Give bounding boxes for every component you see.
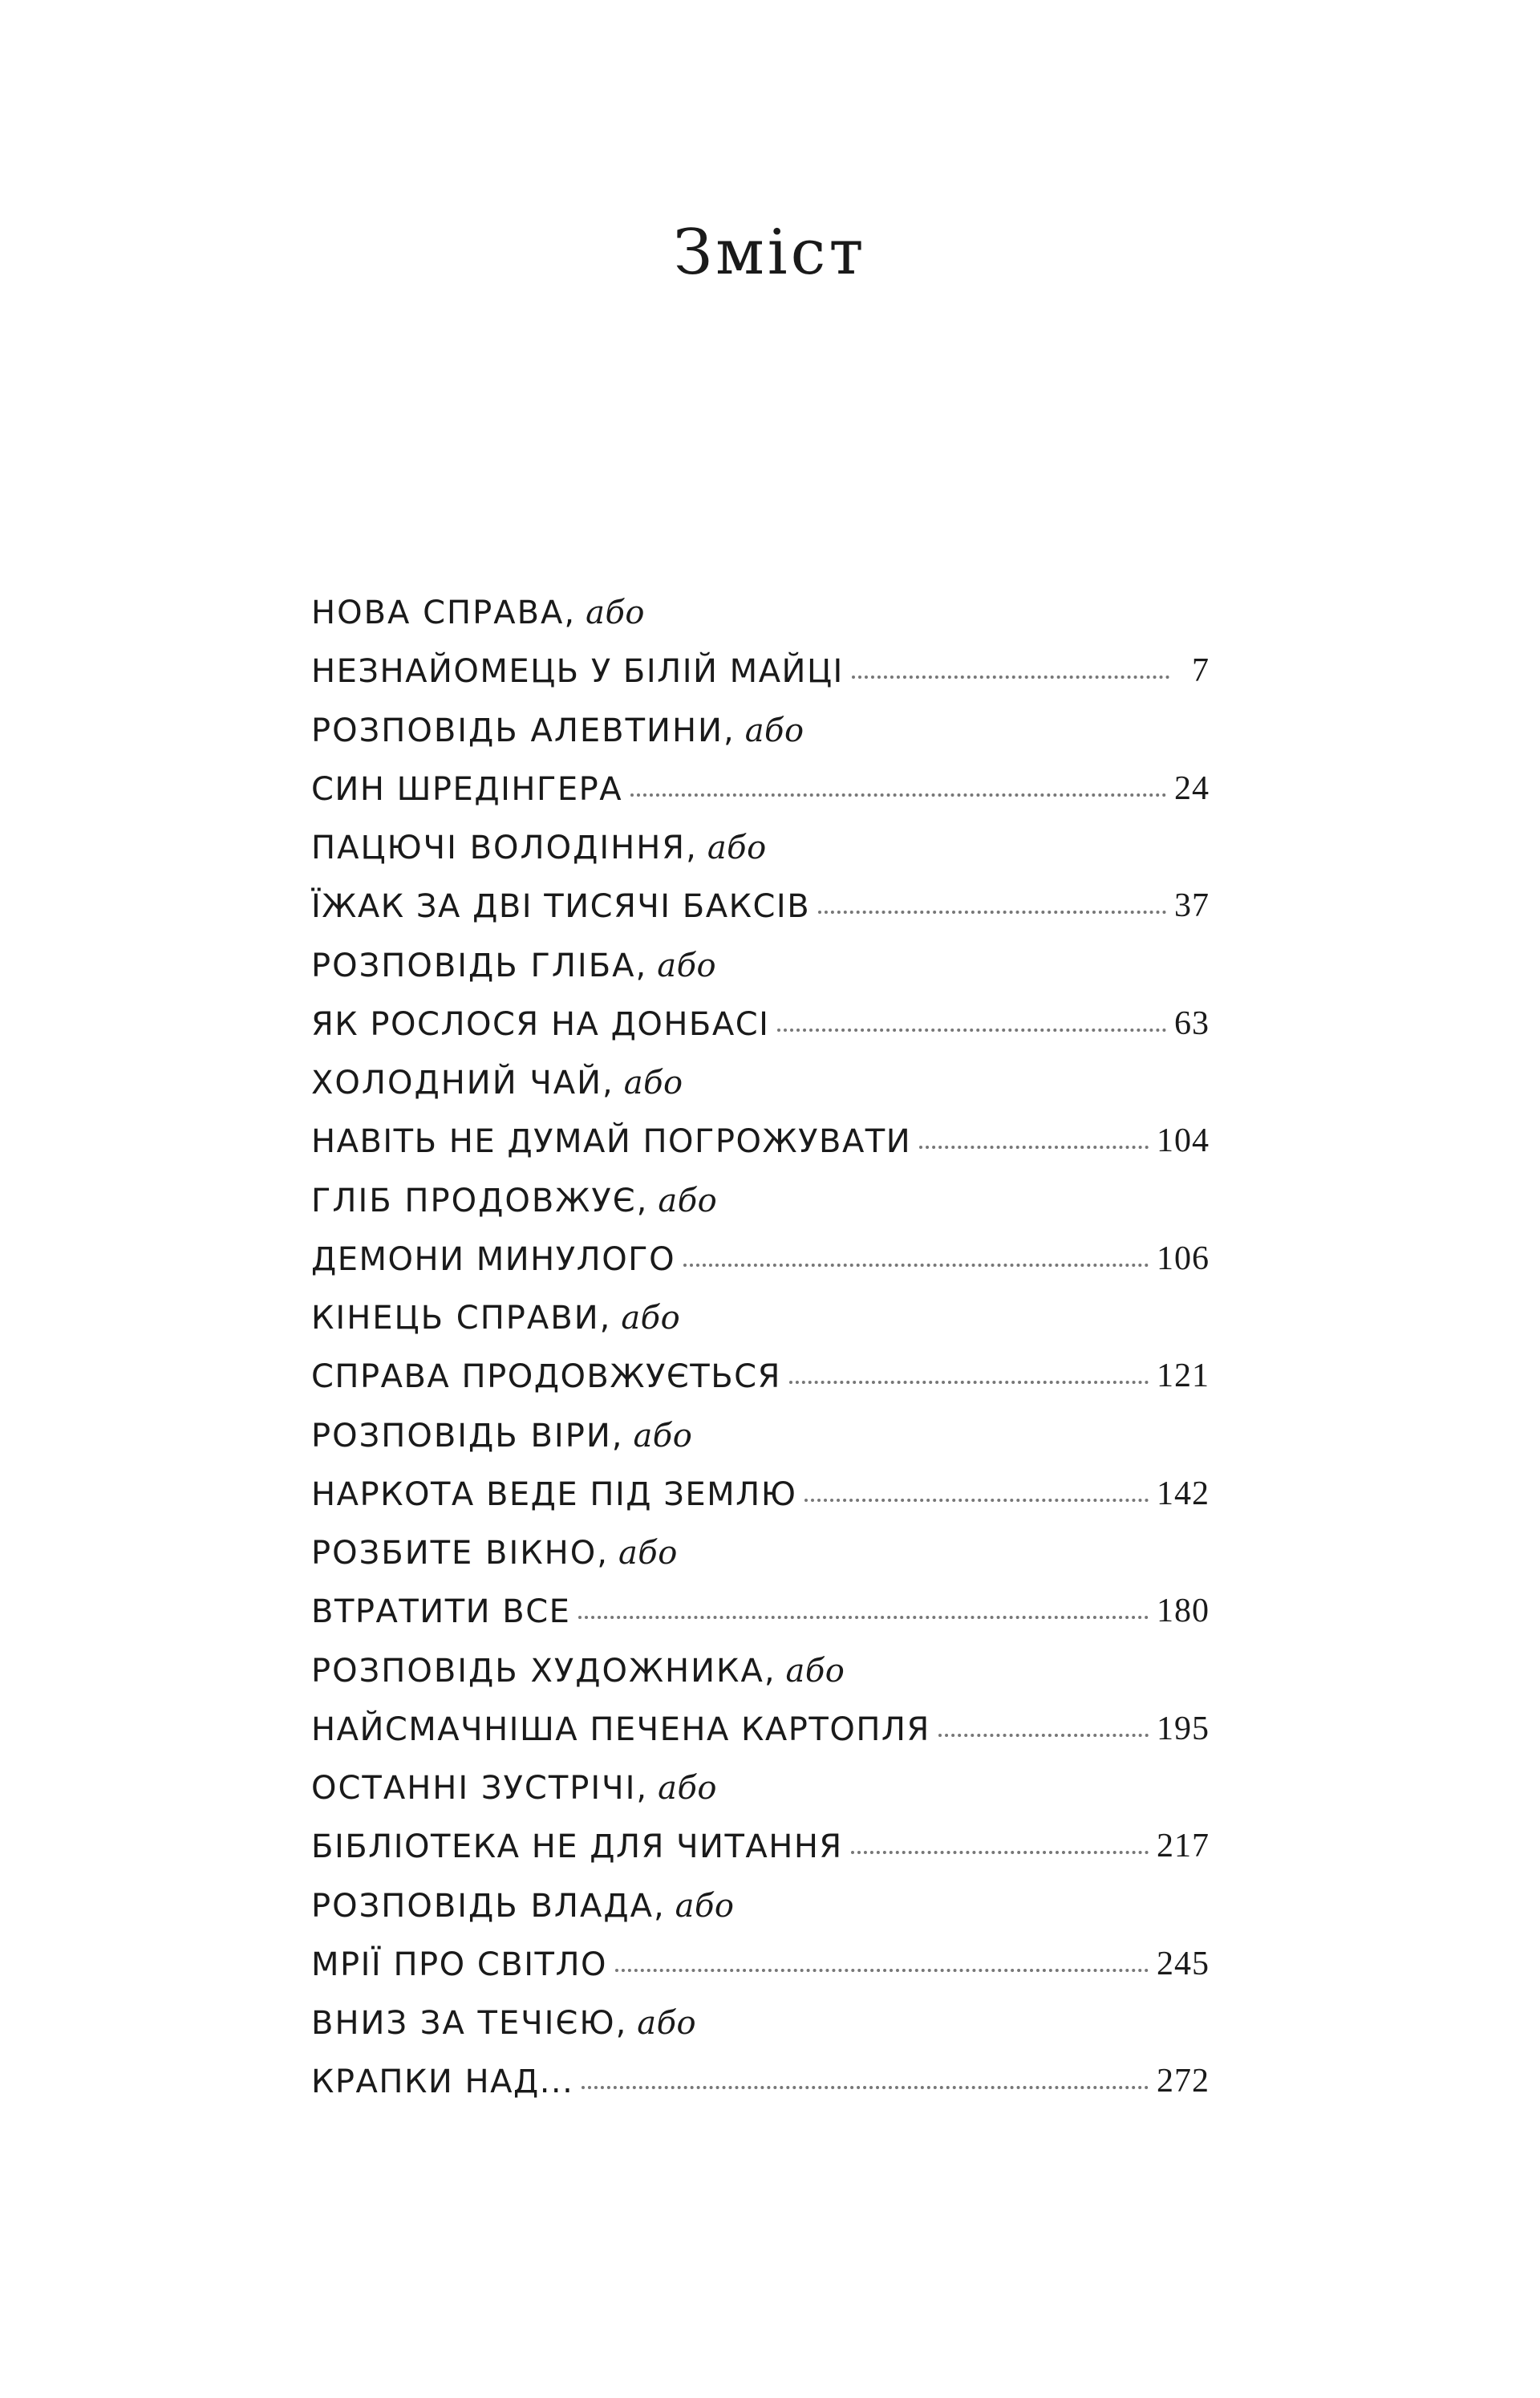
toc-entry[interactable]	[311, 931, 1210, 1049]
toc-entry-conjunction: або	[744, 712, 804, 749]
toc-entry-page-number: 272	[1157, 2063, 1210, 2100]
toc-entry-conjunction: або	[618, 1535, 678, 1572]
toc-entry-title: НОВА СПРАВА,	[311, 594, 577, 631]
toc-entry-heading-line	[311, 578, 1210, 636]
toc-entry-subtitle-line	[311, 1224, 1210, 1283]
toc-entry-subtitle-line	[311, 1459, 1210, 1518]
toc-entry-title: ВНИЗ ЗА ТЕЧІЄЮ,	[311, 2005, 628, 2042]
toc-entry-conjunction: або	[675, 1887, 735, 1925]
toc-entry-subtitle-line	[311, 1106, 1210, 1165]
toc-entry-conjunction: або	[657, 947, 717, 984]
toc-entry-title: РОЗПОВІДЬ ХУДОЖНИКА,	[311, 1652, 776, 1690]
toc-entry-subtitle: НАЙСМАЧНІША ПЕЧЕНА КАРТОПЛЯ	[311, 1710, 930, 1748]
toc-entry-heading-line	[311, 696, 1210, 754]
toc-entry-conjunction: або	[658, 1182, 718, 1219]
toc-entry[interactable]	[311, 696, 1210, 814]
toc-entry-conjunction: або	[586, 594, 645, 631]
toc-entry-subtitle-line	[311, 871, 1210, 930]
table-of-contents	[311, 578, 1210, 2106]
toc-entry-subtitle-line	[311, 636, 1210, 695]
dot-leader	[789, 1381, 1149, 1384]
toc-entry-title: РОЗПОВІДЬ ВЛАДА,	[311, 1887, 666, 1925]
toc-entry-subtitle: ВТРАТИТИ ВСЕ	[311, 1593, 571, 1630]
dot-leader	[615, 1969, 1149, 1972]
toc-entry-subtitle: СПРАВА ПРОДОВЖУЄТЬСЯ	[311, 1358, 781, 1395]
toc-entry-conjunction: або	[633, 1417, 693, 1455]
toc-entry-page-number: 142	[1157, 1475, 1210, 1512]
toc-entry-title: РОЗПОВІДЬ ВІРИ,	[311, 1417, 624, 1455]
toc-entry-page-number: 104	[1157, 1122, 1210, 1159]
toc-entry-heading-line	[311, 1871, 1210, 1929]
toc-entry-heading-line	[311, 813, 1210, 871]
toc-entry-subtitle-line	[311, 1812, 1210, 1870]
dot-leader	[582, 2086, 1149, 2089]
toc-entry[interactable]	[311, 1166, 1210, 1284]
toc-entry-heading-line	[311, 931, 1210, 989]
toc-entry-heading-line	[311, 1401, 1210, 1459]
dot-leader	[852, 676, 1169, 679]
toc-entry-subtitle: МРІЇ ПРО СВІТЛО	[311, 1946, 608, 1983]
toc-entry-subtitle-line	[311, 1341, 1210, 1400]
toc-entry-page-number: 180	[1157, 1593, 1210, 1629]
toc-entry-page-number: 7	[1192, 652, 1210, 689]
page-title: Зміст	[673, 217, 867, 289]
toc-entry-subtitle: БІБЛІОТЕКА НЕ ДЛЯ ЧИТАННЯ	[311, 1828, 843, 1865]
toc-entry-subtitle: СИН ШРЕДІНГЕРА	[311, 770, 623, 808]
toc-entry-title: ГЛІБ ПРОДОВЖУЄ,	[311, 1182, 649, 1219]
dot-leader	[851, 1851, 1149, 1854]
toc-entry-conjunction: або	[785, 1652, 845, 1690]
toc-entry-title: КІНЕЦЬ СПРАВИ,	[311, 1300, 612, 1337]
toc-entry-heading-line	[311, 1753, 1210, 1812]
toc-entry-page-number: 106	[1157, 1240, 1210, 1277]
toc-entry[interactable]	[311, 1283, 1210, 1401]
toc-entry-title: РОЗБИТЕ ВІКНО,	[311, 1535, 609, 1572]
toc-entry[interactable]	[311, 1636, 1210, 1754]
toc-entry-subtitle: КРАПКИ НАД...	[311, 2063, 574, 2100]
toc-entry-page-number: 195	[1157, 1710, 1210, 1747]
toc-entry-subtitle: ДЕМОНИ МИНУЛОГО	[311, 1240, 676, 1278]
toc-entry-page-number: 37	[1174, 887, 1210, 924]
toc-entry[interactable]	[311, 1988, 1210, 2106]
toc-entry-subtitle-line	[311, 754, 1210, 813]
toc-entry-title: ПАЦЮЧІ ВОЛОДІННЯ,	[311, 830, 698, 866]
toc-entry-conjunction: або	[623, 1065, 683, 1102]
toc-entry-subtitle-line	[311, 989, 1210, 1048]
toc-entry-title: РОЗПОВІДЬ ГЛІБА,	[311, 947, 648, 984]
dot-leader	[683, 1264, 1149, 1267]
dot-leader	[777, 1029, 1166, 1032]
toc-entry-title: ОСТАННІ ЗУСТРІЧІ,	[311, 1770, 649, 1807]
toc-entry-subtitle: НЕЗНАЙОМЕЦЬ У БІЛІЙ МАЙЦІ	[311, 653, 844, 690]
toc-entry-heading-line	[311, 1166, 1210, 1224]
toc-entry-title: РОЗПОВІДЬ АЛЕВТИНИ,	[311, 712, 736, 749]
toc-entry-page-number: 217	[1157, 1828, 1210, 1864]
toc-entry-conjunction: або	[637, 2005, 697, 2042]
toc-entry-conjunction: або	[707, 830, 767, 866]
toc-entry[interactable]	[311, 1753, 1210, 1871]
dot-leader	[919, 1146, 1149, 1149]
toc-entry-subtitle: НАВІТЬ НЕ ДУМАЙ ПОГРОЖУВАТИ	[311, 1123, 912, 1160]
toc-entry[interactable]	[311, 1048, 1210, 1166]
toc-entry-conjunction: або	[658, 1770, 717, 1807]
toc-entry-subtitle: ЇЖАК ЗА ДВІ ТИСЯЧІ БАКСІВ	[311, 888, 811, 925]
toc-entry-page-number: 245	[1157, 1945, 1210, 1982]
toc-entry-subtitle: ЯК РОСЛОСЯ НА ДОНБАСІ	[311, 1005, 770, 1043]
toc-entry-title: ХОЛОДНИЙ ЧАЙ,	[311, 1065, 614, 1102]
toc-entry-page-number: 24	[1174, 769, 1210, 807]
dot-leader	[578, 1616, 1149, 1619]
toc-entry[interactable]	[311, 578, 1210, 696]
toc-entry-heading-line	[311, 1283, 1210, 1341]
toc-entry-conjunction: або	[621, 1300, 681, 1337]
dot-leader	[818, 911, 1166, 914]
toc-entry-heading-line	[311, 1518, 1210, 1576]
toc-entry-subtitle-line	[311, 2047, 1210, 2105]
toc-entry-subtitle-line	[311, 1929, 1210, 1988]
toc-entry-heading-line	[311, 1636, 1210, 1694]
toc-entry-subtitle: НАРКОТА ВЕДЕ ПІД ЗЕМЛЮ	[311, 1475, 797, 1513]
toc-entry-page-number: 121	[1157, 1357, 1210, 1394]
toc-entry-page-number: 63	[1174, 1004, 1210, 1042]
toc-entry[interactable]	[311, 1871, 1210, 1989]
toc-entry-subtitle-line	[311, 1576, 1210, 1635]
dot-leader	[938, 1734, 1149, 1737]
dot-leader	[630, 793, 1166, 797]
dot-leader	[804, 1499, 1149, 1502]
toc-entry[interactable]	[311, 1518, 1210, 1636]
toc-entry-heading-line	[311, 1048, 1210, 1106]
toc-entry-subtitle-line	[311, 1694, 1210, 1753]
toc-entry-heading-line	[311, 1988, 1210, 2047]
toc-entry[interactable]	[311, 1401, 1210, 1519]
toc-entry[interactable]	[311, 813, 1210, 931]
